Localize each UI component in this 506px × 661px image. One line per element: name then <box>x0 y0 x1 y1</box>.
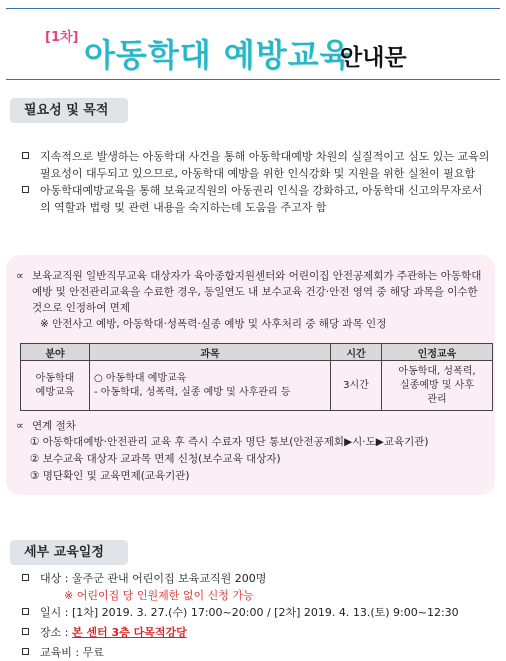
header-top-rule <box>6 8 500 9</box>
loop-bullet-icon: ∝ <box>16 269 24 282</box>
header-bottom-rule <box>6 79 500 80</box>
table-cell-credit: 아동학대, 성폭력, 실종예방 및 사후관리 <box>382 361 493 411</box>
schedule-item-date <box>20 604 492 621</box>
schedule-list <box>20 570 492 661</box>
header-title <box>0 14 506 74</box>
schedule-date-value: [1차] 2019. 3. 27.(수) 17:00~20:00 / [2차] 2019. 4. 13.(토) 9:00~12:30 <box>71 606 459 619</box>
schedule-date-label: 일시 : <box>40 606 72 619</box>
schedule-target-value: 울주군 관내 어린이집 보육교직원 200명 <box>71 572 267 585</box>
table-header-row <box>21 344 493 361</box>
procedure-step: ① 아동학대예방·안전관리 교육 후 즉시 수료자 명단 통보(안전공제회▶시·도▶교육기관) <box>30 436 429 448</box>
schedule-target-note: ※ 어린이집 당 인원제한 없이 신청 가능 <box>64 589 254 602</box>
checkbox-square-icon <box>22 152 29 159</box>
course-line: - 아동학대, 성폭력, 실종 예방 및 사후관리 등 <box>94 386 291 398</box>
necessity-bullets <box>20 148 492 216</box>
info-intro <box>16 268 490 332</box>
schedule-target-label: 대상 : <box>40 572 72 585</box>
table-cell-field: 아동학대 예방교육 <box>21 361 90 411</box>
title-sub: 안내문 <box>340 45 407 71</box>
schedule-item-place <box>20 624 492 641</box>
info-intro-text: 보육교직원 일반직무교육 대상자가 육아종합지원센터와 어린이집 안전공제회가 주관하는 아동학대 예방 및 안전관리교육을 수료한 경우, 동일연도 내 보수교육 건강·안전 영역 중 해당 과목을 이수한 것으로 인정하여 면제 <box>32 270 482 314</box>
info-note: ※ 안전사고 예방, 아동학대·성폭력·실종 예방 및 사후처리 중 해당 과목 인정 <box>40 318 387 330</box>
checkbox-square-icon <box>22 186 29 193</box>
schedule-item-fee <box>20 644 492 661</box>
schedule-place-value: 본 센터 3층 다목적강당 <box>71 626 187 639</box>
table-header-cell: 분야 <box>21 344 90 361</box>
checkbox-square-icon <box>22 608 29 615</box>
title-main: 아동학대 예방교육 <box>84 36 352 74</box>
checkbox-square-icon <box>22 628 29 635</box>
necessity-bullet <box>20 148 492 182</box>
table-header-cell: 과목 <box>90 344 331 361</box>
course-line: ○ 아동학대 예방교육 <box>94 372 187 384</box>
table-cell-time: 3시간 <box>331 361 382 411</box>
necessity-bullet <box>20 182 492 216</box>
necessity-bullet-text: 아동학대예방교육을 통해 보육교직원의 아동권리 인식을 강화하고, 아동학대 신고의무자로서의 역할과 법령 및 관련 내용을 숙지하는데 도움을 주고자 함 <box>40 184 483 214</box>
checkbox-square-icon <box>22 648 29 655</box>
schedule-item-target <box>20 570 492 587</box>
credit-table <box>20 343 493 411</box>
schedule-fee-value: 무료 <box>82 646 104 659</box>
necessity-bullet-text: 지속적으로 발생하는 아동학대 사건을 통해 아동학대예방 차원의 실질적이고 심도 있는 교육의 필요성이 대두되고 있으므로, 아동학대 예방을 위한 인식강화 및 지원을 위한 실천이 필요함 <box>40 150 490 180</box>
procedure-block <box>16 418 490 485</box>
schedule-place-label: 장소 : <box>40 626 72 639</box>
loop-bullet-icon: ∝ <box>16 419 24 432</box>
schedule-fee-label: 교육비 : <box>40 646 83 659</box>
procedure-step: ② 보수교육 대상자 교과목 면제 신청(보수교육 대상자) <box>30 453 281 465</box>
schedule-section-label: 세부 교육일정 <box>10 540 128 565</box>
procedure-label: 연계 절차 <box>32 420 76 432</box>
necessity-section-label: 필요성 및 목적 <box>10 98 128 123</box>
round-tag: [1차] <box>45 30 79 45</box>
table-header-cell: 인정교육 <box>382 344 493 361</box>
table-cell-course <box>90 361 331 411</box>
table-row <box>21 361 493 411</box>
procedure-step: ③ 명단확인 및 교육면제(교육기관) <box>30 470 190 482</box>
table-header-cell: 시간 <box>331 344 382 361</box>
checkbox-square-icon <box>22 574 29 581</box>
